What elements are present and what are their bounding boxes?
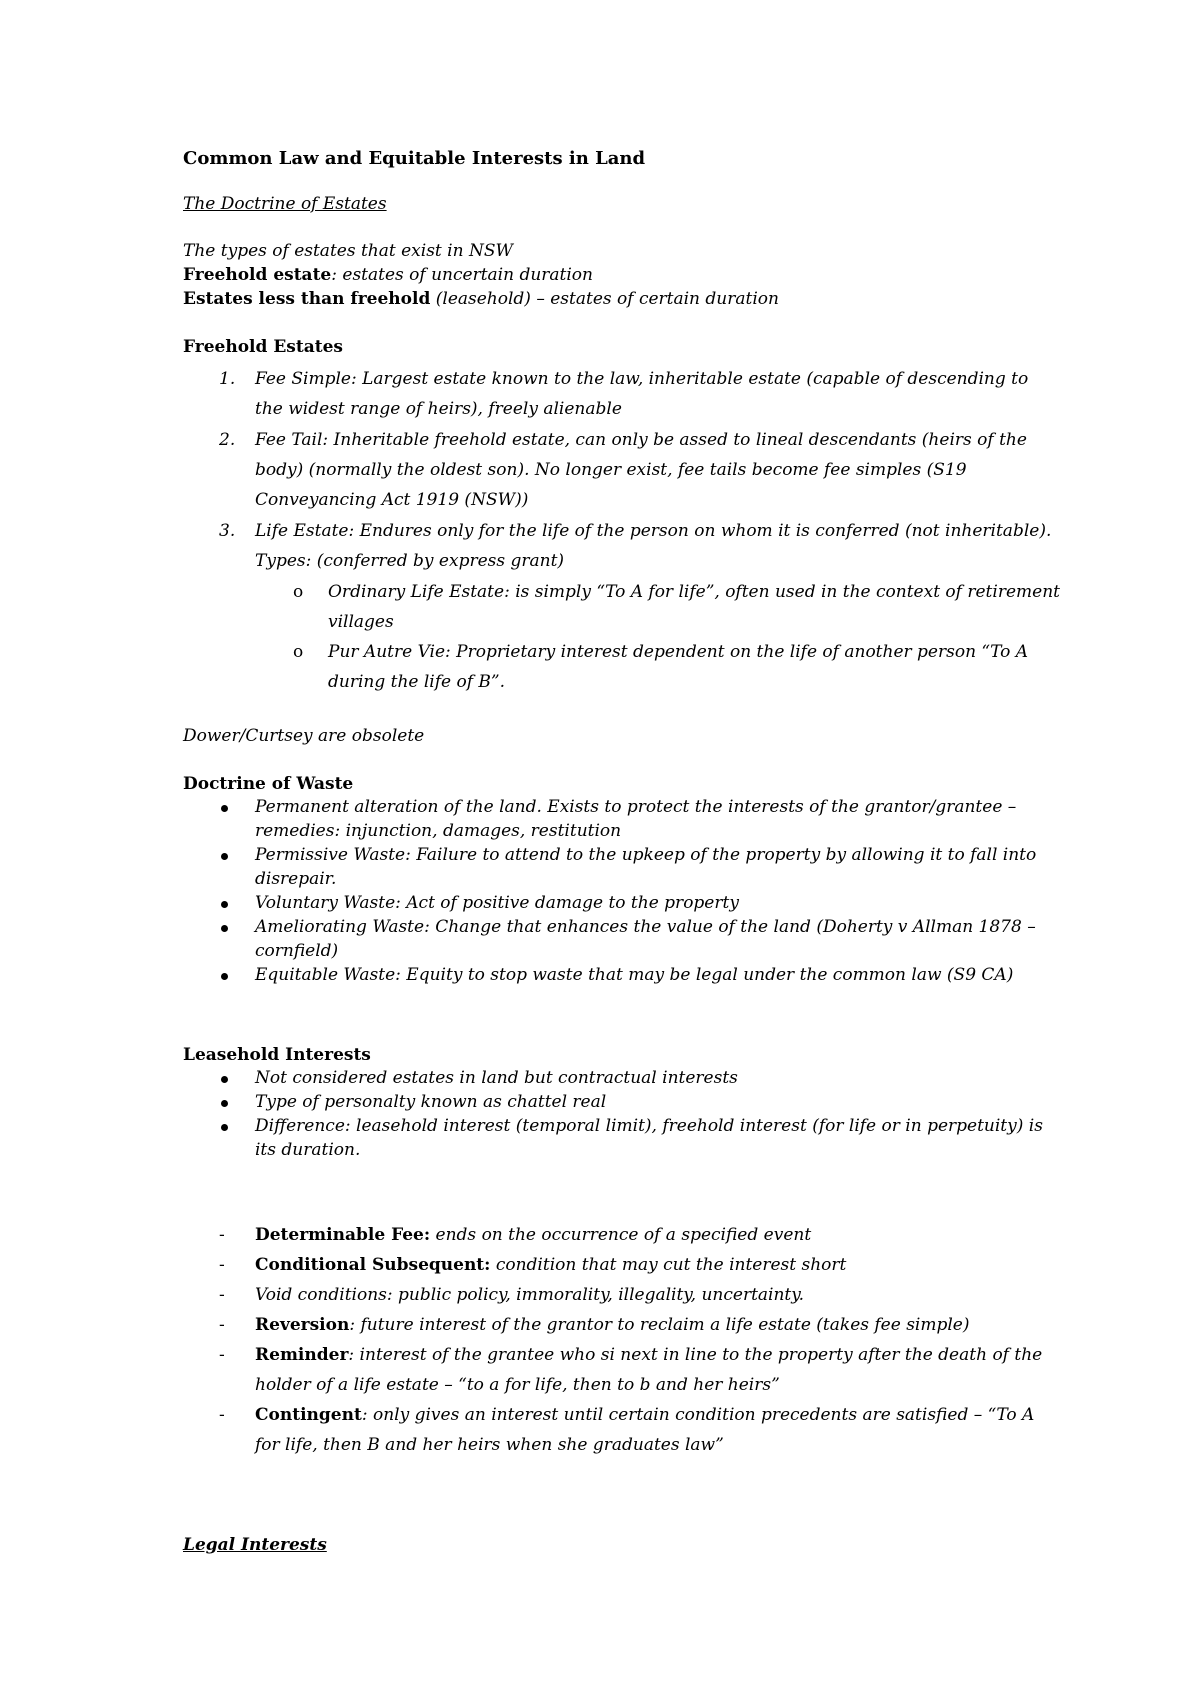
bullet-item-line: Permanent alteration of the land. Exists to protect the interests of the grantor/grantee – xyxy=(255,797,1017,817)
dash-item-text: : future interest of the grantor to reclaim a life estate (takes fee simple) xyxy=(349,1315,970,1335)
sub-item-line: Ordinary Life Estate: is simply “To A for life”, often used in the context of retirement xyxy=(328,582,1060,602)
less-than-freehold-line xyxy=(183,289,779,309)
dash-item-text: Void conditions: public policy, immorality, illegality, uncertainty. xyxy=(255,1285,805,1305)
bullet-item-line: Voluntary Waste: Act of positive damage to the property xyxy=(255,893,739,913)
dash-marker: - xyxy=(219,1345,225,1365)
leasehold-heading: Leasehold Interests xyxy=(183,1045,371,1065)
sub-item-line: villages xyxy=(328,612,394,632)
list-number: 2. xyxy=(219,430,236,450)
dash-item xyxy=(255,1345,1042,1365)
dash-marker: - xyxy=(219,1225,225,1245)
list-item-line: Types: (conferred by express grant) xyxy=(255,551,565,571)
dash-marker: - xyxy=(219,1405,225,1425)
list-item-line: Life Estate: Endures only for the life of the person on whom it is conferred (not inheritable). xyxy=(255,521,1052,541)
dash-item-text: holder of a life estate – “to a for life, then to b and her heirs” xyxy=(255,1375,780,1395)
dash-item-label: Reminder xyxy=(255,1345,349,1365)
waste-heading: Doctrine of Waste xyxy=(183,774,354,794)
dash-item-label: Reversion xyxy=(255,1315,350,1335)
dash-item-text: : only gives an interest until certain condition precedents are satisfied – “To A xyxy=(361,1405,1035,1425)
bullet-item-line: Equitable Waste: Equity to stop waste that may be legal under the common law (S9 CA) xyxy=(255,965,1014,985)
dower-note: Dower/Curtsey are obsolete xyxy=(183,726,425,746)
dash-item-label: Conditional Subsequent: xyxy=(255,1255,491,1275)
bullet-icon xyxy=(221,1076,228,1083)
bullet-icon xyxy=(221,973,228,980)
list-item-line: Conveyancing Act 1919 (NSW)) xyxy=(255,490,529,510)
dash-item-text: condition that may cut the interest short xyxy=(490,1255,847,1275)
dash-item-label: Contingent xyxy=(255,1405,362,1425)
bullet-item-line: Difference: leasehold interest (temporal limit), freehold interest (for life or in perpetuity) is xyxy=(255,1116,1043,1136)
bullet-icon xyxy=(221,853,228,860)
list-item-line: Fee Simple: Largest estate known to the law, inheritable estate (capable of descending to xyxy=(255,369,1029,389)
bullet-icon xyxy=(221,1124,228,1131)
doctrine-heading: The Doctrine of Estates xyxy=(183,194,387,214)
freehold-label: Freehold estate xyxy=(183,265,332,285)
bullet-icon xyxy=(221,805,228,812)
bullet-item-line: Type of personalty known as chattel real xyxy=(255,1092,607,1112)
bullet-item-line: disrepair. xyxy=(255,869,337,889)
list-number: 1. xyxy=(219,369,236,389)
less-label: Estates less than freehold xyxy=(183,289,431,309)
doctrine-intro: The types of estates that exist in NSW xyxy=(183,241,513,261)
bullet-item-line: Not considered estates in land but contractual interests xyxy=(255,1068,738,1088)
dash-marker: - xyxy=(219,1315,225,1335)
bullet-icon xyxy=(221,1100,228,1107)
bullet-item-line: its duration. xyxy=(255,1140,361,1160)
freehold-text: : estates of uncertain duration xyxy=(331,265,593,285)
bullet-item-line: Ameliorating Waste: Change that enhances the value of the land (Doherty v Allman 1878 – xyxy=(255,917,1036,937)
list-item-line: Fee Tail: Inheritable freehold estate, can only be assed to lineal descendants (heirs of the xyxy=(255,430,1027,450)
page-title: Common Law and Equitable Interests in Land xyxy=(183,148,646,169)
dash-item xyxy=(255,1225,811,1245)
sub-item-line: during the life of B”. xyxy=(328,672,506,692)
bullet-icon xyxy=(221,925,228,932)
freehold-estates-heading: Freehold Estates xyxy=(183,337,343,357)
sub-bullet-marker: o xyxy=(293,582,304,602)
dash-item-label: Determinable Fee: xyxy=(255,1225,431,1245)
legal-interests-heading: Legal Interests xyxy=(183,1535,327,1555)
list-item-line: body) (normally the oldest son). No longer exist, fee tails become fee simples (S19 xyxy=(255,460,967,480)
freehold-estate-line xyxy=(183,265,593,285)
bullet-item-line: remedies: injunction, damages, restitution xyxy=(255,821,622,841)
less-text: (leasehold) – estates of certain duration xyxy=(430,289,779,309)
dash-item xyxy=(255,1315,970,1335)
dash-item-text: for life, then B and her heirs when she graduates law” xyxy=(255,1435,724,1455)
bullet-item-line: cornfield) xyxy=(255,941,339,961)
list-number: 3. xyxy=(219,521,236,541)
dash-item-text: ends on the occurrence of a specified event xyxy=(430,1225,812,1245)
dash-item xyxy=(255,1255,846,1275)
list-item-line: the widest range of heirs), freely alienable xyxy=(255,399,622,419)
bullet-item-line: Permissive Waste: Failure to attend to the upkeep of the property by allowing it to fall into xyxy=(255,845,1037,865)
dash-marker: - xyxy=(219,1285,225,1305)
dash-item xyxy=(255,1405,1034,1425)
bullet-icon xyxy=(221,901,228,908)
dash-marker: - xyxy=(219,1255,225,1275)
sub-bullet-marker: o xyxy=(293,642,304,662)
dash-item-text: : interest of the grantee who si next in line to the property after the death of the xyxy=(348,1345,1043,1365)
sub-item-line: Pur Autre Vie: Proprietary interest dependent on the life of another person “To A xyxy=(328,642,1029,662)
